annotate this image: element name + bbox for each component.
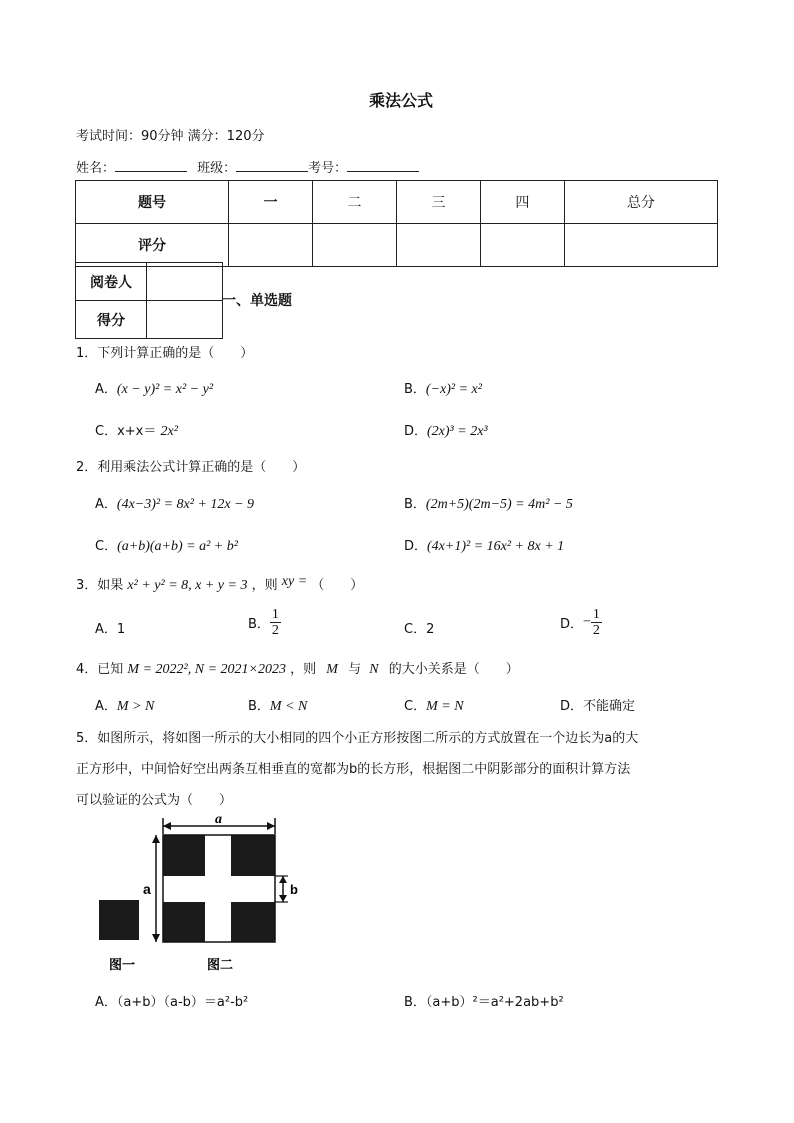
figure-one-square: [99, 900, 139, 940]
fraction: $\frac{1}{2}$: [271, 607, 279, 638]
score-cell[interactable]: [229, 224, 313, 267]
reader-score-label: 得分: [76, 301, 147, 339]
score-table-row: [76, 224, 718, 267]
option-a[interactable]: A．M > N: [95, 699, 155, 714]
option-d[interactable]: D．− $\frac{1}{2}$: [560, 607, 600, 638]
label-a-top: a: [215, 812, 222, 827]
option-b[interactable]: B．(−x)² = x²: [404, 382, 482, 397]
option-c[interactable]: C．2: [404, 622, 435, 637]
square-figure: [95, 812, 305, 977]
question-stem-line: 5．如图所示，将如图一所示的大小相同的四个小正方形按图二所示的方式放置在一个边长为a的大: [76, 731, 639, 746]
option-a[interactable]: A．(x − y)² = x² − y²: [95, 382, 214, 397]
score-table: [75, 180, 718, 267]
option-d[interactable]: D．不能确定: [560, 699, 636, 714]
score-cell[interactable]: [564, 224, 717, 267]
caption-figure-two: 图二: [207, 958, 234, 973]
name-label: 姓名：: [76, 161, 116, 176]
option-a[interactable]: A．(4x−3)² = 8x² + 12x − 9: [95, 497, 255, 512]
question-stem: 2．利用乘法公式计算正确的是（ ）: [76, 460, 306, 475]
question-stem: 4．已知 M = 2022², N = 2021×2023 ，则 M 与 N 的大小关系是（ ）: [76, 662, 519, 677]
question-stem: 3．如果 x² + y² = 8, x + y = 3 ，则 xy = （ ）: [76, 574, 364, 593]
exam-info: 考试时间：90分钟 满分：120分: [76, 129, 265, 144]
question-stem-line: 正方形中，中间恰好空出两条互相垂直的宽都为b的长方形，根据图二中阴影部分的面积计算方法: [76, 762, 631, 777]
reader-score-cell[interactable]: [147, 301, 223, 339]
question-stem-line: 可以验证的公式为（ ）: [76, 793, 233, 808]
score-header-cell: 一: [229, 181, 313, 224]
option-c[interactable]: C．x+x＝ 2x²: [95, 424, 178, 439]
name-blank[interactable]: [115, 159, 187, 172]
score-row-label: 评分: [76, 224, 229, 267]
option-d[interactable]: D．(4x+1)² = 16x² + 8x + 1: [404, 539, 565, 554]
class-blank[interactable]: [236, 159, 308, 172]
option-c[interactable]: C．M = N: [404, 699, 464, 714]
option-b[interactable]: B．M < N: [248, 699, 308, 714]
score-header-cell: 二: [313, 181, 397, 224]
score-cell[interactable]: [480, 224, 564, 267]
option-b[interactable]: B．（a+b）²＝a²+2ab+b²: [404, 995, 564, 1010]
score-header-cell: 题号: [76, 181, 229, 224]
score-cell[interactable]: [396, 224, 480, 267]
score-header-cell: 总分: [564, 181, 717, 224]
number-label: 考号：: [308, 161, 348, 176]
option-c[interactable]: C．(a+b)(a+b) = a² + b²: [95, 539, 238, 554]
option-b[interactable]: B．(2m+5)(2m−5) = 4m² − 5: [404, 497, 573, 512]
reader-label: 阅卷人: [76, 263, 147, 301]
caption-figure-one: 图一: [109, 958, 136, 973]
page-title: 乘法公式: [369, 91, 434, 110]
score-header-cell: 三: [396, 181, 480, 224]
score-header-cell: 四: [480, 181, 564, 224]
score-table-header-row: [76, 181, 718, 224]
question-stem: 1．下列计算正确的是（ ）: [76, 346, 254, 361]
option-b[interactable]: B． $\frac{1}{2}$: [248, 607, 279, 638]
class-label: 班级：: [197, 161, 237, 176]
student-fields: [76, 157, 419, 176]
label-b: b: [290, 882, 298, 897]
option-a[interactable]: A．1: [95, 622, 126, 637]
section-heading: 一、单选题: [222, 293, 292, 309]
reader-cell[interactable]: [147, 263, 223, 301]
number-blank[interactable]: [347, 159, 419, 172]
option-a[interactable]: A．（a+b）（a-b）＝a²-b²: [95, 995, 249, 1010]
label-a-left: a: [143, 881, 151, 897]
reader-table: [75, 262, 223, 339]
fraction: $\frac{1}{2}$: [592, 607, 600, 638]
option-d[interactable]: D．(2x)³ = 2x³: [404, 424, 488, 439]
score-cell[interactable]: [313, 224, 397, 267]
